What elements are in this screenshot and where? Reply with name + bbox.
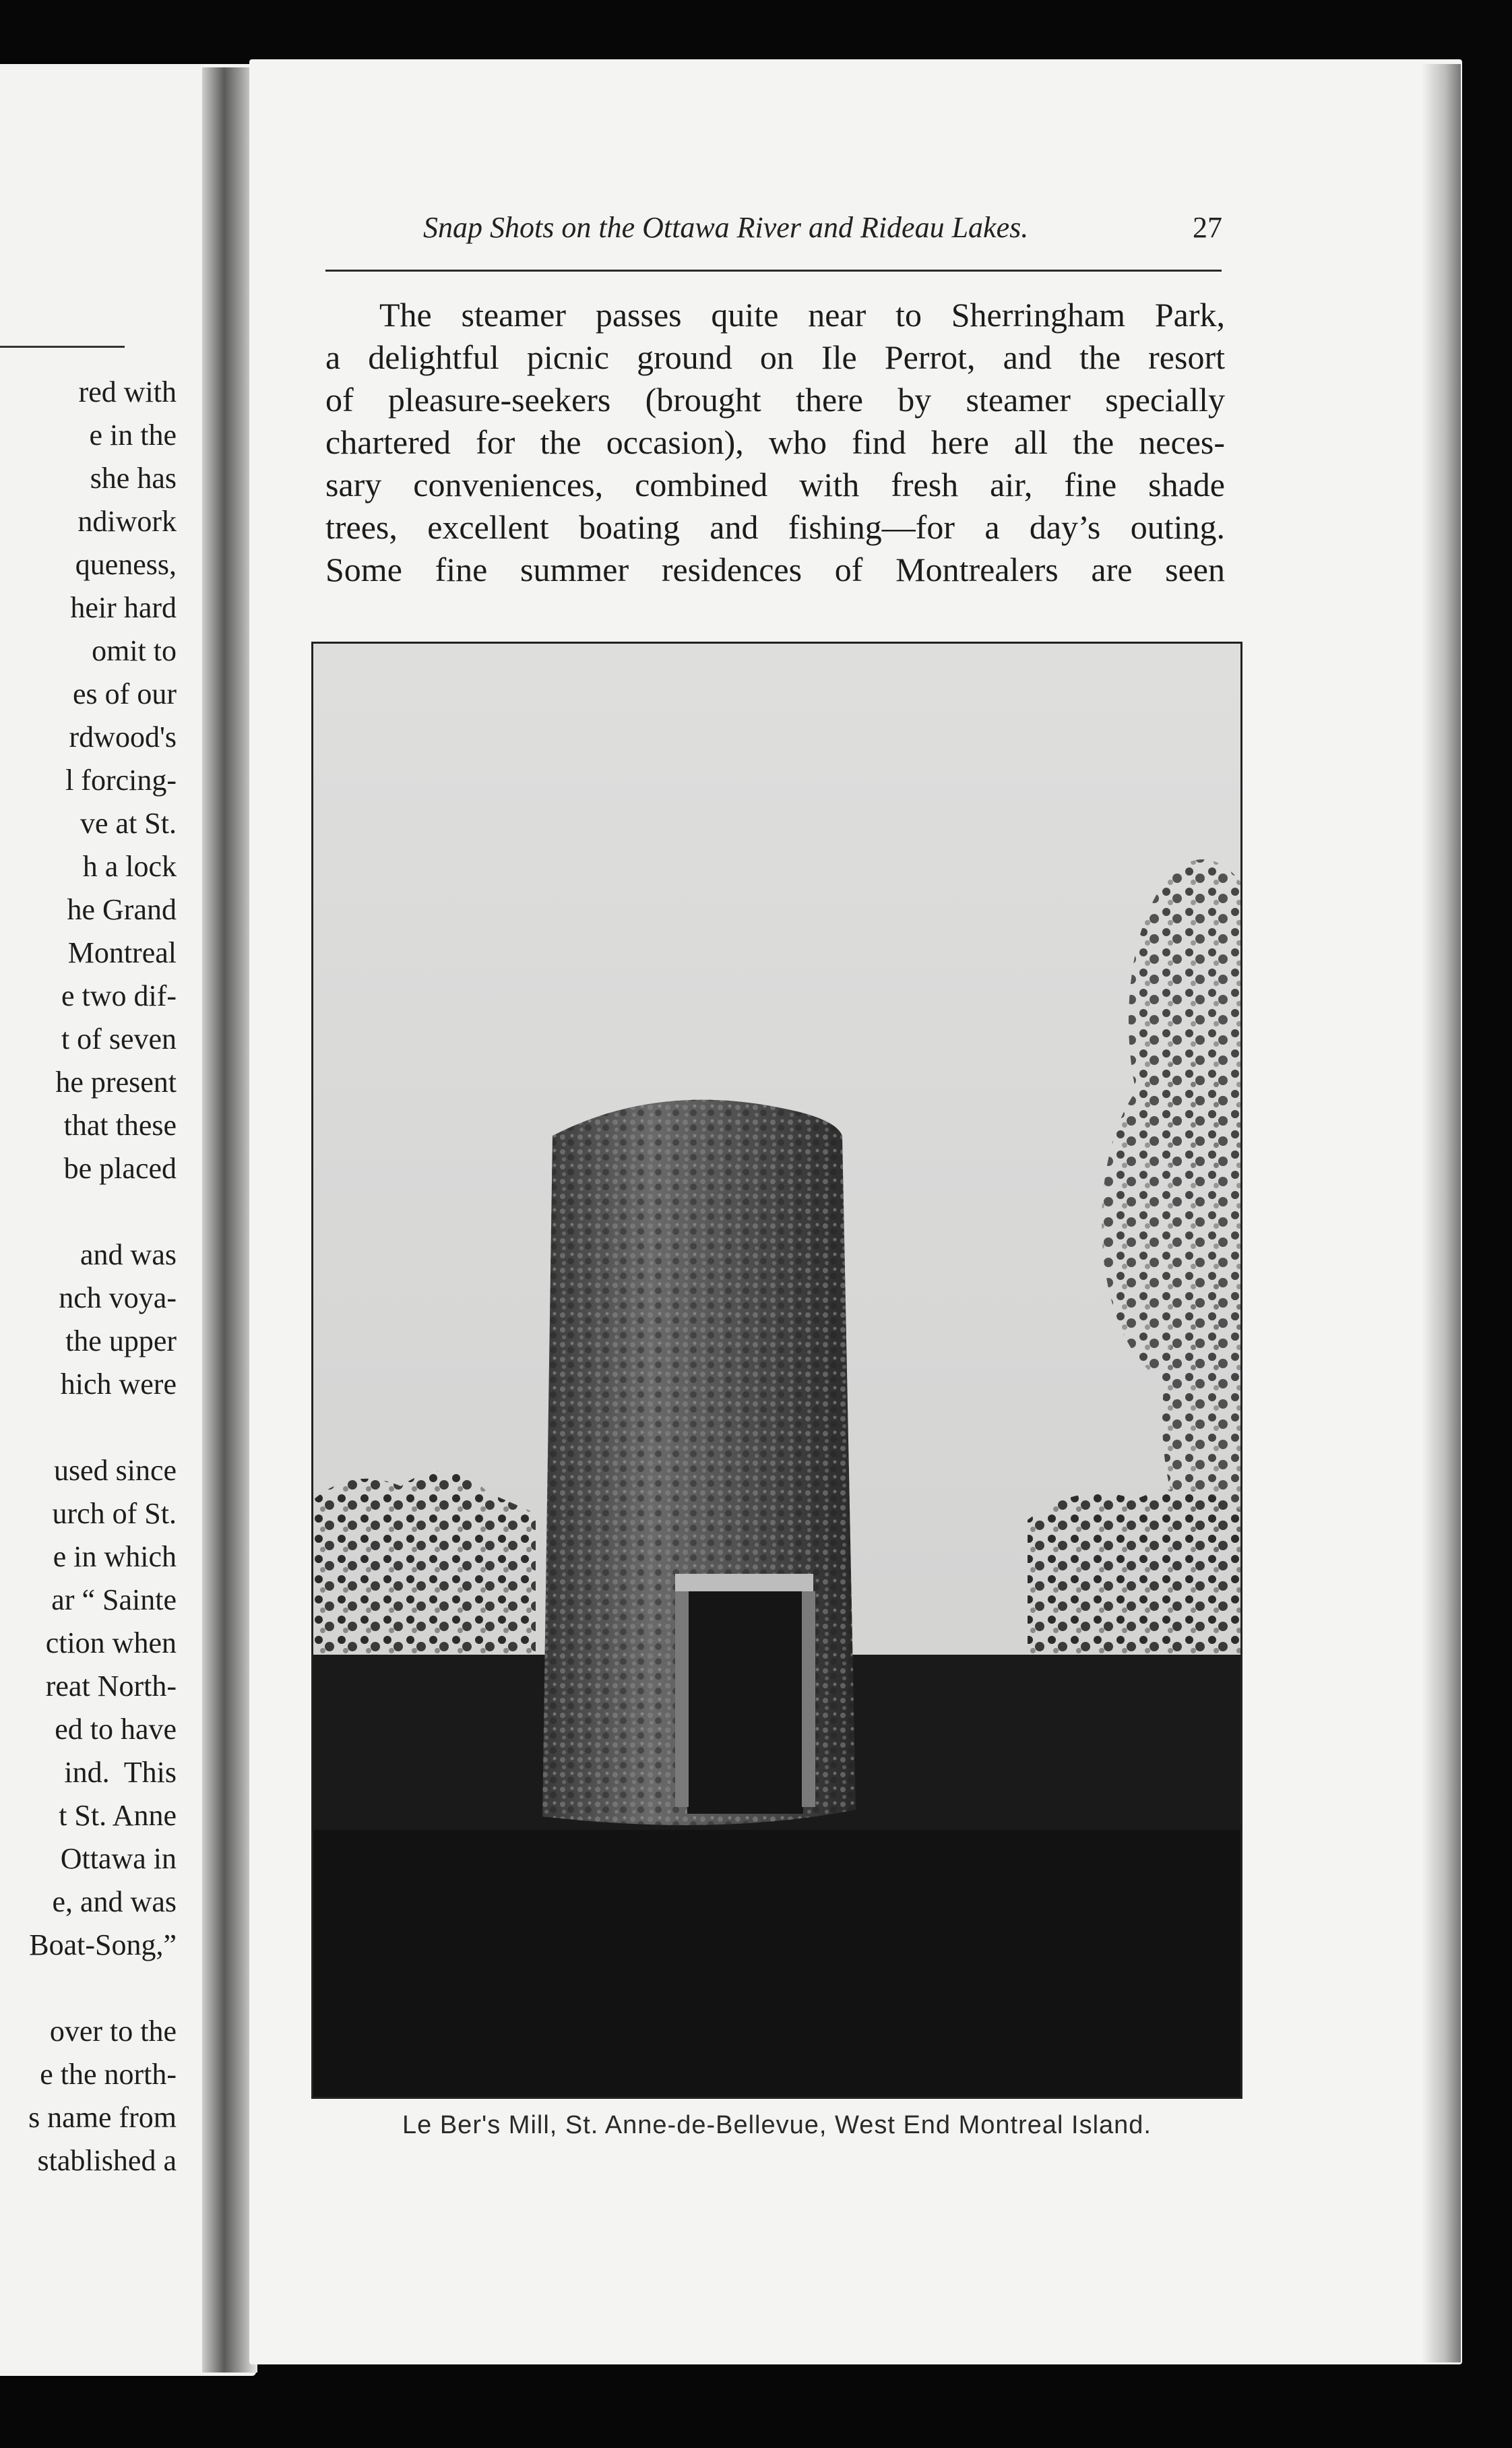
previous-page-line: es of our (73, 677, 177, 710)
previous-page-line: Ottawa in (53, 1842, 177, 1875)
body-line: Some fine summer residences of Montrealers are seen (325, 551, 1225, 588)
previous-page-line: ndiwork (77, 505, 177, 538)
body-paragraph (325, 294, 1225, 591)
previous-page-line: the upper (58, 1324, 177, 1357)
previous-page-line: ed to have (55, 1713, 177, 1746)
previous-page-line: used since (53, 1454, 177, 1487)
previous-page-line: ve at St. (80, 807, 177, 840)
previous-page-line: heir hard (70, 591, 177, 624)
previous-page-line: e, and was (52, 1885, 177, 1918)
previous-page-line: he present (55, 1066, 177, 1099)
previous-page-line (0, 1190, 177, 1233)
body-line: of pleasure-seekers (brought there by steamer specially (325, 381, 1225, 419)
previous-page-line: be placed (56, 1152, 177, 1185)
previous-page-line: ar “ Sainte (51, 1583, 177, 1616)
previous-page-line: e two dif- (61, 979, 177, 1012)
previous-page-line: red with (78, 375, 177, 408)
previous-page-line: ction when (45, 1626, 177, 1659)
body-line: trees, excellent boating and fishing—for a day’s outing. (325, 508, 1225, 546)
previous-page-line: hich were (60, 1368, 177, 1401)
body-line: The steamer passes quite near to Sherringham Park, (379, 296, 1225, 334)
mill-photograph-drawing (313, 644, 1242, 2099)
previous-page-line: reat North- (45, 1670, 177, 1703)
previous-page-line: e in which (53, 1540, 177, 1573)
header-rule (325, 270, 1222, 272)
previous-page-text (0, 371, 177, 2182)
previous-page-line: stablished a (37, 2144, 177, 2177)
photo-caption: Le Ber's Mill, St. Anne-de-Bellevue, West End Montreal Island. (402, 2111, 1152, 2139)
previous-page-line: rdwood's (69, 721, 177, 754)
previous-page-line: h a lock (82, 850, 177, 883)
previous-page-line: t of seven (61, 1022, 177, 1055)
previous-page-header-rule (0, 346, 125, 348)
previous-page-line: Boat-Song,” (29, 1928, 177, 1961)
previous-page-line (0, 1967, 177, 2010)
previous-page-line: over to the (49, 2015, 177, 2048)
previous-page-line: omit to (84, 634, 177, 667)
body-line: a delightful picnic ground on Ile Perrot, and the resort (325, 338, 1225, 376)
mill-photograph (311, 642, 1242, 2099)
previous-page-line: nch voya- (59, 1281, 177, 1314)
page-edge-shadow (1422, 64, 1461, 2362)
previous-page-line: t St. Anne (59, 1799, 177, 1832)
running-head: Snap Shots on the Ottawa River and Rideau Lakes. (423, 211, 1029, 244)
previous-page-line: he Grand (67, 893, 177, 926)
previous-page-line: e the north- (40, 2058, 177, 2091)
previous-page-line: and was (73, 1238, 177, 1271)
previous-page-line: l forcing- (65, 764, 177, 797)
previous-page-line: Montreal (60, 936, 177, 969)
previous-page-line: that these (63, 1109, 177, 1142)
body-line: chartered for the occasion), who find here all the neces- (325, 423, 1225, 461)
previous-page-line: queness, (75, 548, 177, 581)
previous-page-line: s name from (28, 2101, 177, 2134)
page-number: 27 (1193, 211, 1222, 244)
previous-page-line: she has (82, 462, 177, 495)
previous-page-line (0, 1406, 177, 1449)
previous-page-line: urch of St. (52, 1497, 177, 1530)
previous-page-line: e in the (89, 419, 177, 452)
body-line: sary conveniences, combined with fresh air, fine shade (325, 466, 1225, 503)
previous-page-line: ind. This (64, 1756, 177, 1789)
